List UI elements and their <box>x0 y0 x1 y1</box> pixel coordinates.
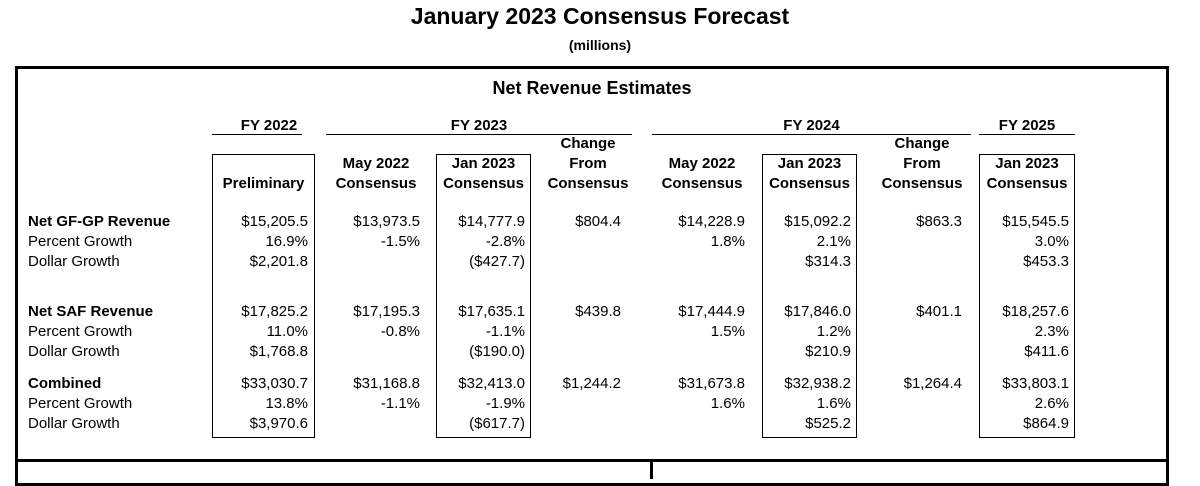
section-title: Net Revenue Estimates <box>492 78 692 98</box>
table-cell: -0.8% <box>380 323 420 340</box>
table-cell: 1.8% <box>710 233 745 250</box>
table-cell: $33,030.7 <box>241 375 308 392</box>
table-cell: 3.0% <box>1034 233 1069 250</box>
col-header-fy2024-may: May 2022 Consensus <box>661 155 743 192</box>
table-cell: 16.9% <box>265 233 308 250</box>
fy-label-2025: FY 2025 <box>998 117 1056 134</box>
table-cell: $14,777.9 <box>458 213 525 230</box>
table-cell: $17,825.2 <box>241 303 308 320</box>
row-label: Dollar Growth <box>28 415 120 432</box>
table-cell: $15,545.5 <box>1002 213 1069 230</box>
table-cell: ($190.0) <box>469 343 525 360</box>
table-cell: $1,768.8 <box>249 343 308 360</box>
table-cell: $13,973.5 <box>353 213 420 230</box>
row-label: Percent Growth <box>28 233 133 250</box>
table-cell: $453.3 <box>1023 253 1069 270</box>
table-cell: 1.2% <box>816 323 851 340</box>
table-cell: 1.6% <box>816 395 851 412</box>
row-label: Net SAF Revenue <box>28 303 154 320</box>
table-cell: -1.1% <box>485 323 525 340</box>
table-cell: $15,092.2 <box>784 213 851 230</box>
bottom-vertical-divider <box>650 459 653 479</box>
table-cell: $17,195.3 <box>353 303 420 320</box>
table-cell: 2.3% <box>1034 323 1069 340</box>
fy-underline-2025 <box>979 134 1075 135</box>
table-cell: ($617.7) <box>469 415 525 432</box>
table-cell: 2.1% <box>816 233 851 250</box>
col-header-fy2024-change: Change From Consensus <box>881 135 963 192</box>
table-cell: $411.6 <box>1024 343 1069 360</box>
fy-label-2023: FY 2023 <box>450 117 508 134</box>
table-cell: $525.2 <box>805 415 851 432</box>
col-header-fy2023-may: May 2022 Consensus <box>335 155 417 192</box>
col-header-fy2024-jan: Jan 2023 Consensus <box>769 155 850 192</box>
fy-label-2024: FY 2024 <box>783 117 840 134</box>
table-cell: $32,938.2 <box>784 375 851 392</box>
table-cell: -2.8% <box>485 233 525 250</box>
row-label: Dollar Growth <box>28 343 120 360</box>
table-cell: $31,168.8 <box>353 375 420 392</box>
row-label: Dollar Growth <box>28 253 120 270</box>
table-cell: $804.4 <box>575 213 621 230</box>
table-cell: $15,205.5 <box>241 213 308 230</box>
table-cell: -1.1% <box>380 395 420 412</box>
table-cell: $863.3 <box>916 213 962 230</box>
table-cell: $1,244.2 <box>562 375 621 392</box>
table-cell: $14,228.9 <box>678 213 745 230</box>
table-cell: $17,444.9 <box>678 303 745 320</box>
row-label: Net GF-GP Revenue <box>28 213 171 230</box>
table-cell: 11.0% <box>266 323 308 340</box>
table-cell: ($427.7) <box>469 253 525 270</box>
col-header-preliminary: Preliminary <box>222 175 305 192</box>
table-cell: $31,673.8 <box>678 375 745 392</box>
table-cell: $439.8 <box>575 303 621 320</box>
table-cell: 1.6% <box>710 395 745 412</box>
col-header-fy2025-jan: Jan 2023 Consensus <box>986 155 1068 192</box>
table-cell: -1.9% <box>485 395 525 412</box>
table-cell: $32,413.0 <box>458 375 525 392</box>
table-cell: $314.3 <box>805 253 851 270</box>
row-label: Combined <box>28 375 102 392</box>
table-cell: 13.8% <box>265 395 308 412</box>
table-cell: $3,970.6 <box>249 415 308 432</box>
bottom-divider <box>15 459 1169 462</box>
table-cell: $17,635.1 <box>458 303 525 320</box>
table-cell: 1.5% <box>710 323 745 340</box>
table-cell: -1.5% <box>380 233 420 250</box>
col-header-fy2023-change: Change From Consensus <box>547 135 629 192</box>
fy-underline-2022 <box>212 134 302 135</box>
row-label: Percent Growth <box>28 323 133 340</box>
table-cell: $2,201.8 <box>249 253 308 270</box>
page-subtitle: (millions) <box>568 37 632 53</box>
table-cell: $17,846.0 <box>784 303 851 320</box>
page-title: January 2023 Consensus Forecast <box>410 3 790 29</box>
table-cell: $1,264.4 <box>903 375 962 392</box>
fy-label-2022: FY 2022 <box>240 117 298 134</box>
table-cell: $18,257.6 <box>1002 303 1069 320</box>
row-label: Percent Growth <box>28 395 133 412</box>
table-cell: $401.1 <box>916 303 962 320</box>
col-header-fy2023-jan: Jan 2023 Consensus <box>443 155 524 192</box>
table-cell: $33,803.1 <box>1002 375 1069 392</box>
table-cell: $210.9 <box>805 343 851 360</box>
table-cell: 2.6% <box>1034 395 1069 412</box>
table-cell: $864.9 <box>1023 415 1069 432</box>
